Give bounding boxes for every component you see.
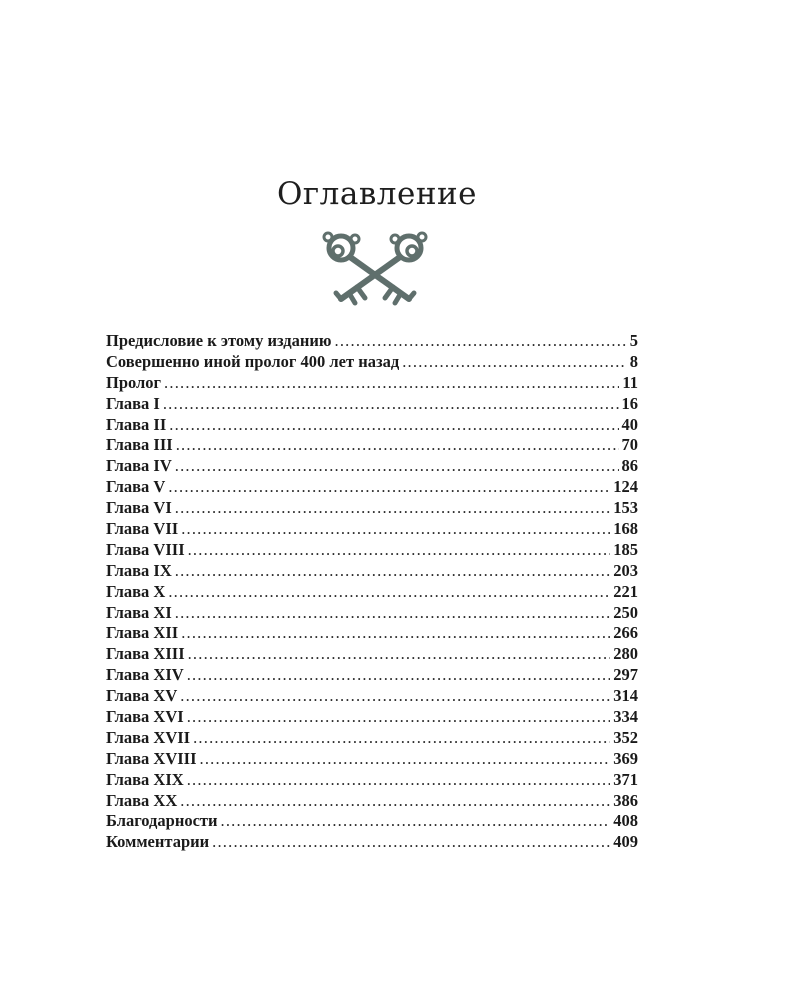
toc-entry-title: Глава XIII — [106, 644, 185, 664]
table-of-contents — [106, 331, 638, 853]
toc-entry — [106, 456, 638, 477]
toc-dot-leader — [212, 832, 610, 853]
toc-entry-title: Глава XVII — [106, 727, 191, 747]
toc-entry — [106, 749, 638, 770]
toc-entry-page-number: 168 — [613, 519, 638, 539]
toc-entry — [106, 623, 638, 644]
toc-dot-leader — [164, 373, 619, 394]
toc-dot-leader — [187, 665, 611, 686]
toc-entry-page-number: 280 — [613, 644, 638, 664]
toc-dot-leader — [187, 770, 611, 791]
toc-dot-leader — [176, 435, 619, 456]
toc-entry-page-number: 314 — [613, 686, 638, 706]
toc-dot-leader — [188, 644, 611, 665]
toc-dot-leader — [175, 603, 610, 624]
toc-entry — [106, 561, 638, 582]
toc-entry — [106, 832, 638, 853]
toc-dot-leader — [180, 791, 610, 812]
toc-entry — [106, 415, 638, 436]
toc-dot-leader — [335, 331, 627, 352]
toc-entry-page-number: 8 — [629, 351, 638, 371]
toc-dot-leader — [221, 811, 611, 832]
toc-entry-page-number: 266 — [613, 623, 638, 643]
toc-entry — [106, 811, 638, 832]
toc-entry-page-number: 371 — [613, 769, 638, 789]
toc-dot-leader — [168, 477, 610, 498]
toc-entry — [106, 435, 638, 456]
toc-entry-title: Глава VI — [106, 498, 172, 518]
toc-entry — [106, 665, 638, 686]
toc-entry-title: Глава I — [106, 393, 160, 413]
toc-dot-leader — [169, 415, 618, 436]
toc-entry — [106, 477, 638, 498]
toc-entry — [106, 728, 638, 749]
toc-entry-title: Глава XIV — [106, 665, 184, 685]
toc-entry-title: Глава V — [106, 477, 166, 497]
toc-entry-title: Глава VIII — [106, 539, 185, 559]
toc-entry — [106, 791, 638, 812]
toc-entry-page-number: 11 — [622, 372, 638, 392]
toc-dot-leader — [181, 623, 610, 644]
toc-entry-page-number: 369 — [613, 748, 638, 768]
toc-entry — [106, 331, 638, 352]
toc-entry — [106, 373, 638, 394]
toc-entry-page-number: 16 — [621, 393, 638, 413]
toc-entry — [106, 394, 638, 415]
toc-dot-leader — [175, 498, 610, 519]
toc-dot-leader — [200, 749, 611, 770]
page-title: Оглавление — [277, 176, 477, 212]
toc-dot-leader — [175, 456, 619, 477]
toc-entry-page-number: 250 — [613, 602, 638, 622]
toc-entry-page-number: 40 — [621, 414, 638, 434]
toc-entry — [106, 352, 638, 373]
toc-entry-page-number: 409 — [613, 832, 638, 852]
toc-entry-title: Совершенно иной пролог 400 лет назад — [106, 351, 400, 371]
toc-dot-leader — [188, 540, 611, 561]
toc-dot-leader — [168, 582, 610, 603]
crossed-keys-icon — [319, 229, 431, 307]
toc-entry-title: Глава IX — [106, 560, 172, 580]
toc-entry-title: Глава VII — [106, 519, 179, 539]
toc-entry — [106, 603, 638, 624]
toc-entry-title: Глава XIX — [106, 769, 184, 789]
toc-entry — [106, 540, 638, 561]
toc-entry-title: Глава XVIII — [106, 748, 197, 768]
toc-entry — [106, 686, 638, 707]
toc-entry — [106, 770, 638, 791]
toc-entry-page-number: 386 — [613, 790, 638, 810]
toc-entry — [106, 707, 638, 728]
toc-entry-page-number: 203 — [613, 560, 638, 580]
toc-entry-title: Глава IV — [106, 456, 172, 476]
toc-entry-title: Глава XI — [106, 602, 172, 622]
toc-entry-page-number: 408 — [613, 811, 638, 831]
toc-entry — [106, 519, 638, 540]
toc-dot-leader — [180, 686, 610, 707]
toc-dot-leader — [187, 707, 611, 728]
toc-entry-title: Глава XV — [106, 686, 178, 706]
toc-entry-page-number: 221 — [613, 581, 638, 601]
toc-dot-leader — [193, 728, 610, 749]
toc-entry-page-number: 352 — [613, 727, 638, 747]
toc-entry — [106, 582, 638, 603]
toc-dot-leader — [163, 394, 619, 415]
toc-dot-leader — [181, 519, 610, 540]
toc-entry-page-number: 297 — [613, 665, 638, 685]
toc-entry-page-number: 185 — [613, 539, 638, 559]
toc-entry-title: Глава XII — [106, 623, 179, 643]
toc-entry-page-number: 124 — [613, 477, 638, 497]
toc-entry-page-number: 334 — [613, 707, 638, 727]
toc-entry-page-number: 153 — [613, 498, 638, 518]
toc-entry-page-number: 86 — [621, 456, 638, 476]
toc-entry-page-number: 70 — [621, 435, 638, 455]
toc-entry-title: Глава XVI — [106, 707, 184, 727]
toc-dot-leader — [175, 561, 610, 582]
toc-entry-title: Комментарии — [106, 832, 210, 852]
toc-entry-title: Глава III — [106, 435, 173, 455]
toc-entry — [106, 498, 638, 519]
toc-entry-title: Предисловие к этому изданию — [106, 331, 332, 350]
toc-entry-title: Пролог — [106, 372, 162, 392]
toc-entry — [106, 644, 638, 665]
toc-entry-title: Глава II — [106, 414, 167, 434]
toc-entry-title: Благодарности — [106, 811, 218, 831]
toc-entry-title: Глава X — [106, 581, 166, 601]
toc-entry-page-number: 5 — [629, 331, 638, 350]
toc-dot-leader — [402, 352, 627, 373]
toc-entry-title: Глава XX — [106, 790, 178, 810]
